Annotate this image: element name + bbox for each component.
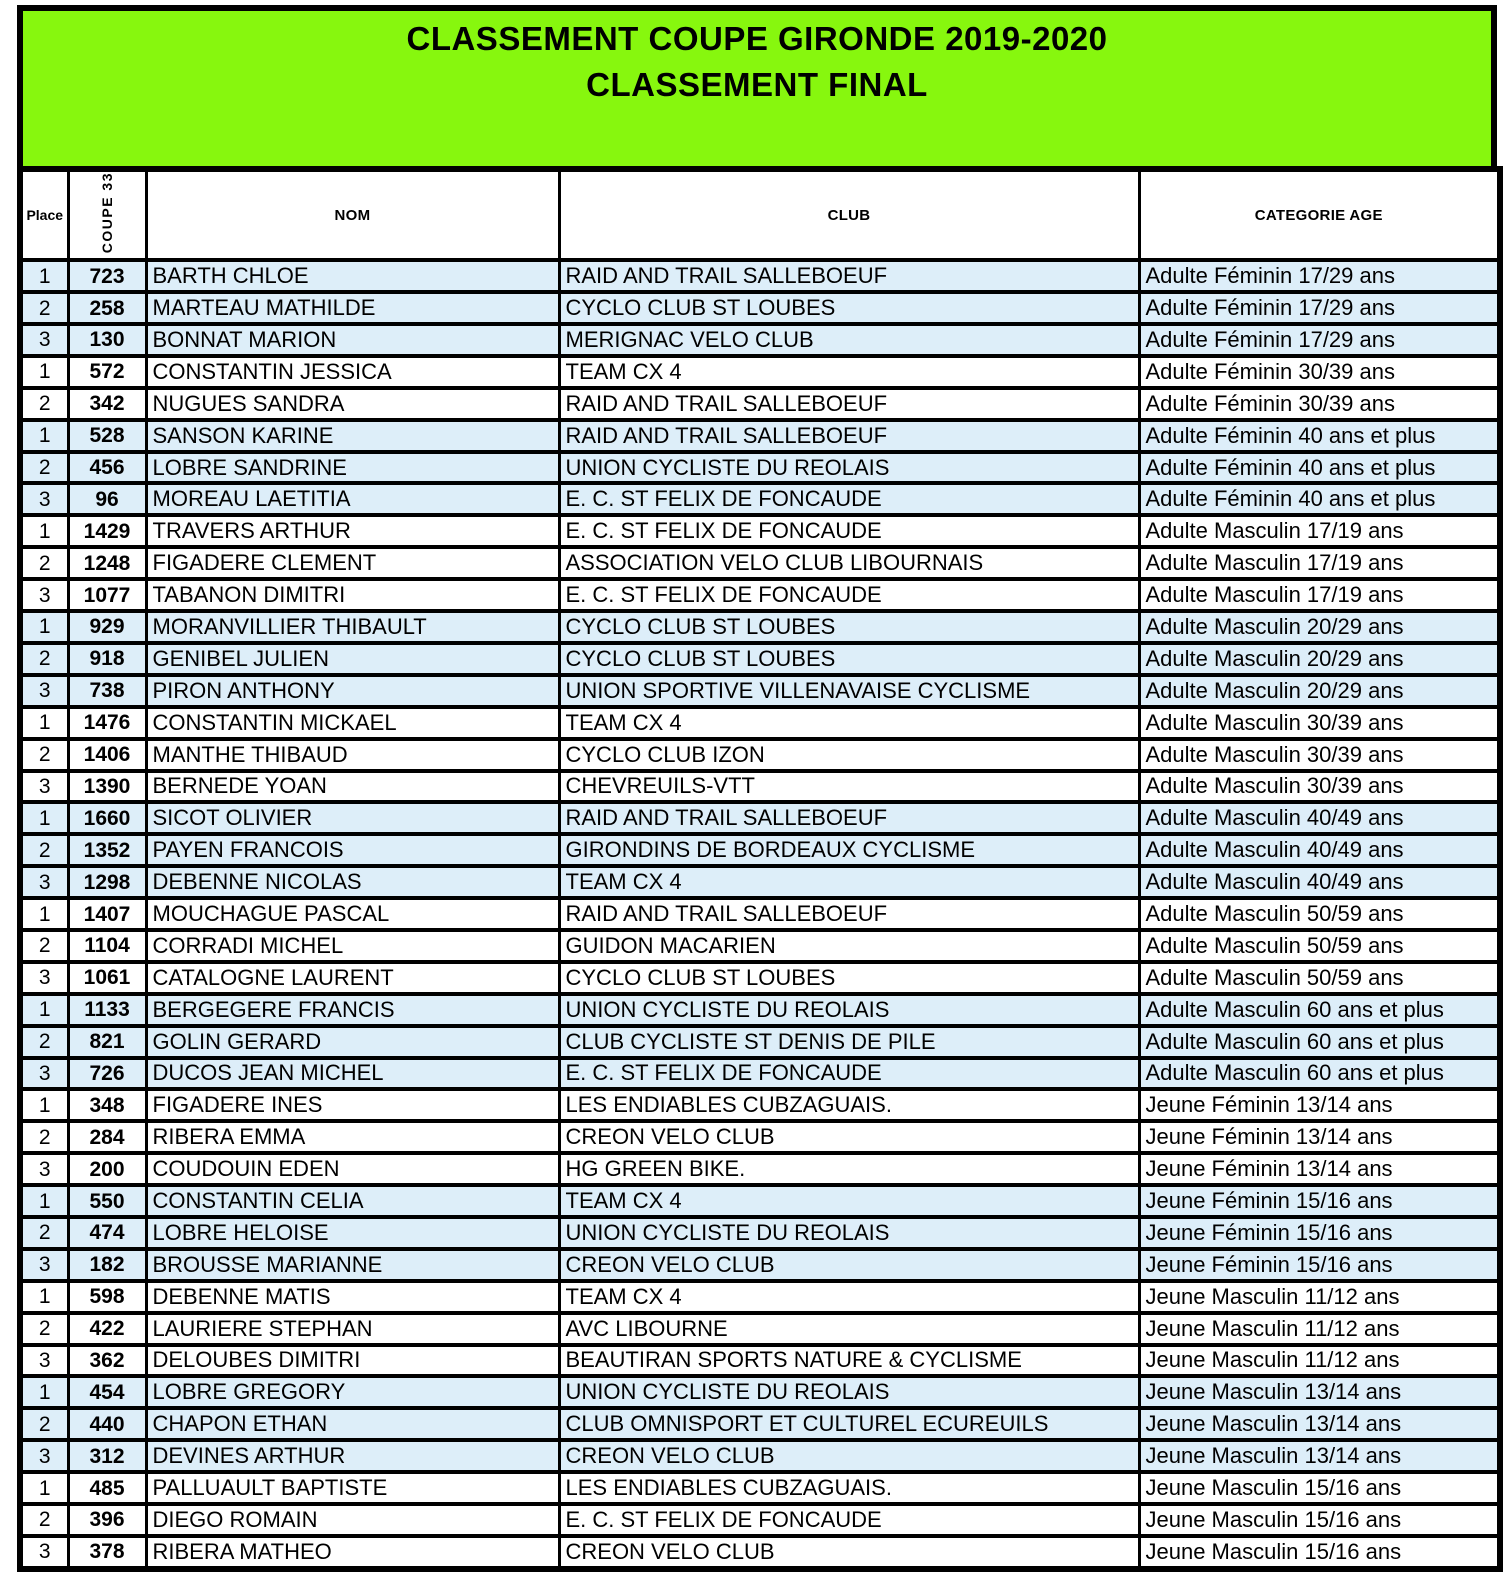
coupe-number-cell: 918 xyxy=(68,643,146,675)
table-row xyxy=(20,930,1500,962)
rider-name-cell: BERNEDE YOAN xyxy=(146,771,559,803)
category-age-cell: Adulte Masculin 17/19 ans xyxy=(1139,547,1500,579)
rider-name-cell: GOLIN GERARD xyxy=(146,1026,559,1058)
club-cell: UNION CYCLISTE DU REOLAIS xyxy=(559,1376,1139,1408)
table-row xyxy=(20,1472,1500,1504)
category-age-cell: Adulte Féminin 30/39 ans xyxy=(1139,356,1500,388)
table-row xyxy=(20,420,1500,452)
rider-name-cell: DEVINES ARTHUR xyxy=(146,1440,559,1472)
category-age-cell: Adulte Masculin 30/39 ans xyxy=(1139,739,1500,771)
coupe-number-cell: 1077 xyxy=(68,579,146,611)
place-cell: 1 xyxy=(20,356,68,388)
table-row xyxy=(20,1121,1500,1153)
header-row xyxy=(20,169,1500,260)
table-row xyxy=(20,1058,1500,1090)
table-row xyxy=(20,515,1500,547)
place-cell: 3 xyxy=(20,1249,68,1281)
club-cell: TEAM CX 4 xyxy=(559,1281,1139,1313)
rider-name-cell: PIRON ANTHONY xyxy=(146,675,559,707)
table-row xyxy=(20,1153,1500,1185)
rider-name-cell: BARTH CHLOE xyxy=(146,260,559,292)
place-cell: 3 xyxy=(20,483,68,515)
rider-name-cell: BROUSSE MARIANNE xyxy=(146,1249,559,1281)
place-cell: 1 xyxy=(20,260,68,292)
place-cell: 1 xyxy=(20,611,68,643)
table-row xyxy=(20,292,1500,324)
coupe-number-cell: 474 xyxy=(68,1217,146,1249)
club-cell: TEAM CX 4 xyxy=(559,866,1139,898)
club-cell: LES ENDIABLES CUBZAGUAIS. xyxy=(559,1089,1139,1121)
place-cell: 3 xyxy=(20,962,68,994)
rider-name-cell: LOBRE SANDRINE xyxy=(146,452,559,484)
ranking-table-body xyxy=(20,260,1500,1569)
category-age-cell: Jeune Masculin 15/16 ans xyxy=(1139,1472,1500,1504)
coupe-number-cell: 312 xyxy=(68,1440,146,1472)
table-row xyxy=(20,962,1500,994)
rider-name-cell: MORANVILLIER THIBAULT xyxy=(146,611,559,643)
coupe-number-cell: 440 xyxy=(68,1408,146,1440)
place-cell: 1 xyxy=(20,1185,68,1217)
coupe-number-cell: 396 xyxy=(68,1504,146,1536)
table-row xyxy=(20,1185,1500,1217)
banner-title-line2: CLASSEMENT FINAL xyxy=(586,66,928,103)
place-cell: 1 xyxy=(20,420,68,452)
banner-title-line1: CLASSEMENT COUPE GIRONDE 2019-2020 xyxy=(406,20,1108,57)
table-row xyxy=(20,1089,1500,1121)
club-cell: RAID AND TRAIL SALLEBOEUF xyxy=(559,898,1139,930)
category-age-cell: Jeune Masculin 15/16 ans xyxy=(1139,1504,1500,1536)
place-cell: 2 xyxy=(20,930,68,962)
coupe-number-cell: 1390 xyxy=(68,771,146,803)
table-row xyxy=(20,866,1500,898)
place-cell: 1 xyxy=(20,1472,68,1504)
table-row xyxy=(20,898,1500,930)
place-cell: 1 xyxy=(20,994,68,1026)
rider-name-cell: TRAVERS ARTHUR xyxy=(146,515,559,547)
place-cell: 1 xyxy=(20,1089,68,1121)
place-cell: 2 xyxy=(20,547,68,579)
coupe-number-cell: 1298 xyxy=(68,866,146,898)
table-row xyxy=(20,1281,1500,1313)
category-age-cell: Jeune Masculin 11/12 ans xyxy=(1139,1281,1500,1313)
category-age-cell: Adulte Masculin 60 ans et plus xyxy=(1139,1026,1500,1058)
place-cell: 2 xyxy=(20,1504,68,1536)
place-cell: 2 xyxy=(20,1026,68,1058)
table-row xyxy=(20,675,1500,707)
club-cell: TEAM CX 4 xyxy=(559,356,1139,388)
place-cell: 1 xyxy=(20,707,68,739)
coupe-number-cell: 182 xyxy=(68,1249,146,1281)
rider-name-cell: MARTEAU MATHILDE xyxy=(146,292,559,324)
club-cell: CLUB OMNISPORT ET CULTUREL ECUREUILS xyxy=(559,1408,1139,1440)
club-cell: CYCLO CLUB ST LOUBES xyxy=(559,962,1139,994)
club-cell: CYCLO CLUB ST LOUBES xyxy=(559,611,1139,643)
category-age-cell: Adulte Masculin 20/29 ans xyxy=(1139,675,1500,707)
club-cell: CREON VELO CLUB xyxy=(559,1249,1139,1281)
category-age-cell: Jeune Masculin 11/12 ans xyxy=(1139,1313,1500,1345)
place-cell: 1 xyxy=(20,515,68,547)
category-age-cell: Adulte Masculin 60 ans et plus xyxy=(1139,1058,1500,1090)
club-cell: LES ENDIABLES CUBZAGUAIS. xyxy=(559,1472,1139,1504)
place-cell: 3 xyxy=(20,1440,68,1472)
col-header-coupe33 xyxy=(68,169,146,260)
place-cell: 2 xyxy=(20,292,68,324)
table-row xyxy=(20,802,1500,834)
rider-name-cell: CONSTANTIN CELIA xyxy=(146,1185,559,1217)
coupe-number-cell: 422 xyxy=(68,1313,146,1345)
category-age-cell: Jeune Masculin 11/12 ans xyxy=(1139,1345,1500,1377)
table-row xyxy=(20,643,1500,675)
coupe-number-cell: 284 xyxy=(68,1121,146,1153)
place-cell: 2 xyxy=(20,1217,68,1249)
rider-name-cell: CONSTANTIN JESSICA xyxy=(146,356,559,388)
coupe-number-cell: 454 xyxy=(68,1376,146,1408)
table-row xyxy=(20,356,1500,388)
category-age-cell: Adulte Masculin 40/49 ans xyxy=(1139,802,1500,834)
rider-name-cell: DELOUBES DIMITRI xyxy=(146,1345,559,1377)
rider-name-cell: TABANON DIMITRI xyxy=(146,579,559,611)
table-row xyxy=(20,739,1500,771)
place-cell: 3 xyxy=(20,324,68,356)
col-header-categorie-age xyxy=(1139,169,1500,260)
category-age-cell: Adulte Féminin 30/39 ans xyxy=(1139,388,1500,420)
rider-name-cell: BONNAT MARION xyxy=(146,324,559,356)
ranking-table xyxy=(17,166,1503,1572)
club-cell: GUIDON MACARIEN xyxy=(559,930,1139,962)
club-cell: RAID AND TRAIL SALLEBOEUF xyxy=(559,388,1139,420)
coupe-number-cell: 1406 xyxy=(68,739,146,771)
category-age-cell: Jeune Masculin 13/14 ans xyxy=(1139,1408,1500,1440)
place-cell: 3 xyxy=(20,1345,68,1377)
rider-name-cell: SICOT OLIVIER xyxy=(146,802,559,834)
coupe-number-cell: 723 xyxy=(68,260,146,292)
place-cell: 3 xyxy=(20,579,68,611)
coupe-number-cell: 1248 xyxy=(68,547,146,579)
table-row xyxy=(20,1408,1500,1440)
table-row xyxy=(20,1376,1500,1408)
category-age-cell: Jeune Masculin 15/16 ans xyxy=(1139,1536,1500,1569)
col-header-nom-label: NOM xyxy=(334,206,371,224)
table-row xyxy=(20,611,1500,643)
category-age-cell: Adulte Féminin 40 ans et plus xyxy=(1139,483,1500,515)
category-age-cell: Adulte Masculin 50/59 ans xyxy=(1139,962,1500,994)
col-header-coupe33-label: COUPE 33 xyxy=(99,172,115,254)
place-cell: 2 xyxy=(20,739,68,771)
coupe-number-cell: 1352 xyxy=(68,834,146,866)
club-cell: UNION CYCLISTE DU REOLAIS xyxy=(559,994,1139,1026)
category-age-cell: Adulte Masculin 60 ans et plus xyxy=(1139,994,1500,1026)
rider-name-cell: CORRADI MICHEL xyxy=(146,930,559,962)
category-age-cell: Adulte Masculin 40/49 ans xyxy=(1139,834,1500,866)
place-cell: 2 xyxy=(20,1121,68,1153)
rider-name-cell: CHAPON ETHAN xyxy=(146,1408,559,1440)
club-cell: E. C. ST FELIX DE FONCAUDE xyxy=(559,1504,1139,1536)
club-cell: CHEVREUILS-VTT xyxy=(559,771,1139,803)
place-cell: 1 xyxy=(20,1376,68,1408)
club-cell: UNION CYCLISTE DU REOLAIS xyxy=(559,1217,1139,1249)
rider-name-cell: FIGADERE CLEMENT xyxy=(146,547,559,579)
coupe-number-cell: 348 xyxy=(68,1089,146,1121)
rider-name-cell: DIEGO ROMAIN xyxy=(146,1504,559,1536)
coupe-number-cell: 572 xyxy=(68,356,146,388)
rider-name-cell: FIGADERE INES xyxy=(146,1089,559,1121)
coupe-number-cell: 1133 xyxy=(68,994,146,1026)
col-header-place xyxy=(20,169,68,260)
place-cell: 2 xyxy=(20,1408,68,1440)
club-cell: CREON VELO CLUB xyxy=(559,1536,1139,1569)
table-row xyxy=(20,994,1500,1026)
category-age-cell: Jeune Féminin 15/16 ans xyxy=(1139,1249,1500,1281)
table-row xyxy=(20,388,1500,420)
club-cell: TEAM CX 4 xyxy=(559,1185,1139,1217)
table-row xyxy=(20,1440,1500,1472)
place-cell: 2 xyxy=(20,834,68,866)
table-row xyxy=(20,483,1500,515)
club-cell: E. C. ST FELIX DE FONCAUDE xyxy=(559,1058,1139,1090)
category-age-cell: Adulte Féminin 40 ans et plus xyxy=(1139,452,1500,484)
table-row xyxy=(20,707,1500,739)
club-cell: UNION CYCLISTE DU REOLAIS xyxy=(559,452,1139,484)
table-row xyxy=(20,260,1500,292)
rider-name-cell: LAURIERE STEPHAN xyxy=(146,1313,559,1345)
rider-name-cell: RIBERA EMMA xyxy=(146,1121,559,1153)
club-cell: E. C. ST FELIX DE FONCAUDE xyxy=(559,483,1139,515)
place-cell: 1 xyxy=(20,898,68,930)
category-age-cell: Adulte Masculin 40/49 ans xyxy=(1139,866,1500,898)
rider-name-cell: DEBENNE MATIS xyxy=(146,1281,559,1313)
club-cell: CREON VELO CLUB xyxy=(559,1121,1139,1153)
col-header-club-label: CLUB xyxy=(827,206,871,224)
category-age-cell: Jeune Féminin 15/16 ans xyxy=(1139,1185,1500,1217)
coupe-number-cell: 485 xyxy=(68,1472,146,1504)
category-age-cell: Adulte Féminin 17/29 ans xyxy=(1139,324,1500,356)
rider-name-cell: BERGEGERE FRANCIS xyxy=(146,994,559,1026)
place-cell: 3 xyxy=(20,1153,68,1185)
category-age-cell: Adulte Féminin 17/29 ans xyxy=(1139,292,1500,324)
table-row xyxy=(20,1345,1500,1377)
club-cell: CYCLO CLUB ST LOUBES xyxy=(559,292,1139,324)
club-cell: CYCLO CLUB IZON xyxy=(559,739,1139,771)
category-age-cell: Adulte Masculin 50/59 ans xyxy=(1139,898,1500,930)
place-cell: 1 xyxy=(20,802,68,834)
table-row xyxy=(20,547,1500,579)
category-age-cell: Adulte Féminin 17/29 ans xyxy=(1139,260,1500,292)
club-cell: CLUB CYCLISTE ST DENIS DE PILE xyxy=(559,1026,1139,1058)
table-row xyxy=(20,324,1500,356)
club-cell: RAID AND TRAIL SALLEBOEUF xyxy=(559,260,1139,292)
rider-name-cell: LOBRE GREGORY xyxy=(146,1376,559,1408)
coupe-number-cell: 726 xyxy=(68,1058,146,1090)
col-header-place-label: Place xyxy=(26,207,64,224)
club-cell: HG GREEN BIKE. xyxy=(559,1153,1139,1185)
table-row xyxy=(20,1217,1500,1249)
coupe-number-cell: 598 xyxy=(68,1281,146,1313)
title-banner xyxy=(17,5,1497,166)
club-cell: UNION SPORTIVE VILLENAVAISE CYCLISME xyxy=(559,675,1139,707)
club-cell: CREON VELO CLUB xyxy=(559,1440,1139,1472)
coupe-number-cell: 258 xyxy=(68,292,146,324)
category-age-cell: Jeune Féminin 15/16 ans xyxy=(1139,1217,1500,1249)
coupe-number-cell: 130 xyxy=(68,324,146,356)
rider-name-cell: COUDOUIN EDEN xyxy=(146,1153,559,1185)
category-age-cell: Jeune Masculin 13/14 ans xyxy=(1139,1440,1500,1472)
category-age-cell: Adulte Masculin 20/29 ans xyxy=(1139,643,1500,675)
rider-name-cell: PALLUAULT BAPTISTE xyxy=(146,1472,559,1504)
table-row xyxy=(20,1536,1500,1569)
category-age-cell: Jeune Masculin 13/14 ans xyxy=(1139,1376,1500,1408)
table-row xyxy=(20,579,1500,611)
category-age-cell: Jeune Féminin 13/14 ans xyxy=(1139,1153,1500,1185)
place-cell: 3 xyxy=(20,1058,68,1090)
coupe-number-cell: 1429 xyxy=(68,515,146,547)
place-cell: 3 xyxy=(20,675,68,707)
rider-name-cell: MOREAU LAETITIA xyxy=(146,483,559,515)
rider-name-cell: CONSTANTIN MICKAEL xyxy=(146,707,559,739)
coupe-number-cell: 456 xyxy=(68,452,146,484)
rider-name-cell: DUCOS JEAN MICHEL xyxy=(146,1058,559,1090)
place-cell: 2 xyxy=(20,452,68,484)
club-cell: RAID AND TRAIL SALLEBOEUF xyxy=(559,420,1139,452)
category-age-cell: Adulte Féminin 40 ans et plus xyxy=(1139,420,1500,452)
col-header-categorie-age-label: CATEGORIE AGE xyxy=(1254,206,1383,224)
club-cell: MERIGNAC VELO CLUB xyxy=(559,324,1139,356)
category-age-cell: Jeune Féminin 13/14 ans xyxy=(1139,1089,1500,1121)
category-age-cell: Jeune Féminin 13/14 ans xyxy=(1139,1121,1500,1153)
category-age-cell: Adulte Masculin 17/19 ans xyxy=(1139,579,1500,611)
coupe-number-cell: 821 xyxy=(68,1026,146,1058)
club-cell: ASSOCIATION VELO CLUB LIBOURNAIS xyxy=(559,547,1139,579)
place-cell: 3 xyxy=(20,1536,68,1569)
table-row xyxy=(20,1313,1500,1345)
rider-name-cell: NUGUES SANDRA xyxy=(146,388,559,420)
coupe-number-cell: 738 xyxy=(68,675,146,707)
coupe-number-cell: 362 xyxy=(68,1345,146,1377)
coupe-number-cell: 96 xyxy=(68,483,146,515)
table-row xyxy=(20,1504,1500,1536)
coupe-number-cell: 1476 xyxy=(68,707,146,739)
rider-name-cell: LOBRE HELOISE xyxy=(146,1217,559,1249)
table-row xyxy=(20,771,1500,803)
coupe-number-cell: 550 xyxy=(68,1185,146,1217)
place-cell: 1 xyxy=(20,1281,68,1313)
rider-name-cell: PAYEN FRANCOIS xyxy=(146,834,559,866)
document-sheet xyxy=(17,5,1497,1572)
place-cell: 3 xyxy=(20,866,68,898)
ranking-table-header xyxy=(20,169,1500,260)
club-cell: BEAUTIRAN SPORTS NATURE & CYCLISME xyxy=(559,1345,1139,1377)
category-age-cell: Adulte Masculin 50/59 ans xyxy=(1139,930,1500,962)
club-cell: E. C. ST FELIX DE FONCAUDE xyxy=(559,579,1139,611)
rider-name-cell: MOUCHAGUE PASCAL xyxy=(146,898,559,930)
category-age-cell: Adulte Masculin 30/39 ans xyxy=(1139,707,1500,739)
col-header-nom xyxy=(146,169,559,260)
table-row xyxy=(20,452,1500,484)
coupe-number-cell: 528 xyxy=(68,420,146,452)
rider-name-cell: CATALOGNE LAURENT xyxy=(146,962,559,994)
table-row xyxy=(20,1249,1500,1281)
club-cell: E. C. ST FELIX DE FONCAUDE xyxy=(559,515,1139,547)
rider-name-cell: DEBENNE NICOLAS xyxy=(146,866,559,898)
place-cell: 2 xyxy=(20,388,68,420)
rider-name-cell: GENIBEL JULIEN xyxy=(146,643,559,675)
coupe-number-cell: 1061 xyxy=(68,962,146,994)
table-row xyxy=(20,1026,1500,1058)
coupe-number-cell: 929 xyxy=(68,611,146,643)
category-age-cell: Adulte Masculin 17/19 ans xyxy=(1139,515,1500,547)
club-cell: TEAM CX 4 xyxy=(559,707,1139,739)
club-cell: RAID AND TRAIL SALLEBOEUF xyxy=(559,802,1139,834)
coupe-number-cell: 378 xyxy=(68,1536,146,1569)
club-cell: CYCLO CLUB ST LOUBES xyxy=(559,643,1139,675)
rider-name-cell: RIBERA MATHEO xyxy=(146,1536,559,1569)
rider-name-cell: SANSON KARINE xyxy=(146,420,559,452)
coupe-number-cell: 1660 xyxy=(68,802,146,834)
coupe-number-cell: 1407 xyxy=(68,898,146,930)
coupe-number-cell: 1104 xyxy=(68,930,146,962)
place-cell: 2 xyxy=(20,643,68,675)
rider-name-cell: MANTHE THIBAUD xyxy=(146,739,559,771)
category-age-cell: Adulte Masculin 20/29 ans xyxy=(1139,611,1500,643)
coupe-number-cell: 342 xyxy=(68,388,146,420)
col-header-club xyxy=(559,169,1139,260)
category-age-cell: Adulte Masculin 30/39 ans xyxy=(1139,771,1500,803)
place-cell: 3 xyxy=(20,771,68,803)
place-cell: 2 xyxy=(20,1313,68,1345)
club-cell: GIRONDINS DE BORDEAUX CYCLISME xyxy=(559,834,1139,866)
coupe-number-cell: 200 xyxy=(68,1153,146,1185)
table-row xyxy=(20,834,1500,866)
club-cell: AVC LIBOURNE xyxy=(559,1313,1139,1345)
